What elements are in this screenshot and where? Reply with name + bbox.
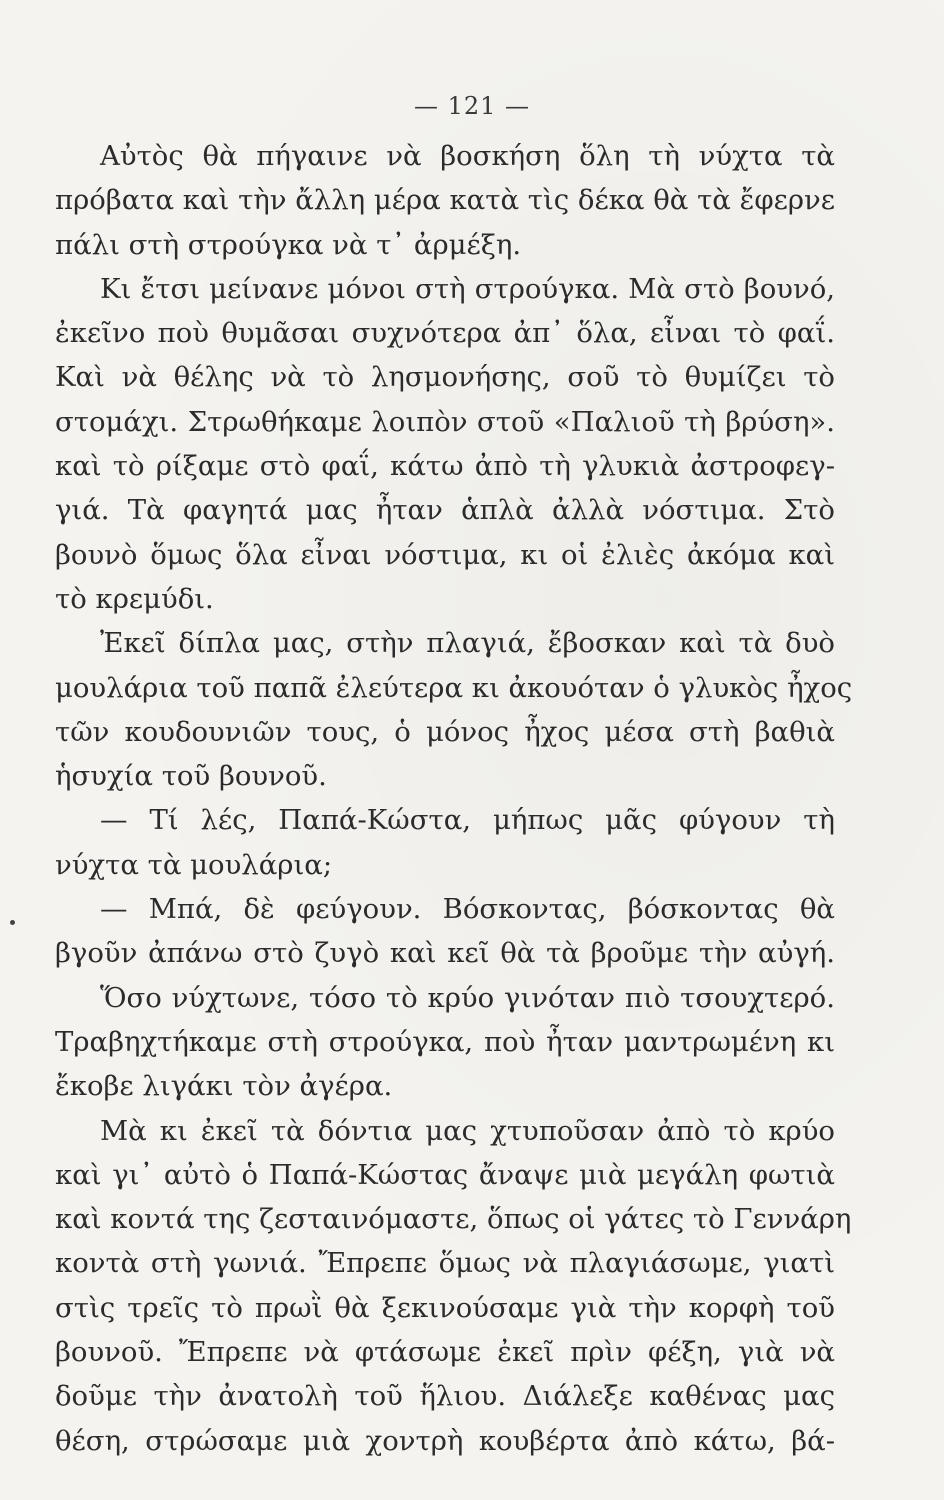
text-line: καὶ κοντά της ζεσταινόμαστε, ὅπως οἱ γάτες τὸ Γεννάρη xyxy=(55,1203,852,1236)
text-line: δοῦμε τὴν ἀνατολὴ τοῦ ἥλιου. Διάλεξε καθένας μας xyxy=(55,1380,835,1413)
text-line: Μὰ κι ἐκεῖ τὰ δόντια μας χτυποῦσαν ἀπὸ τὸ κρύο xyxy=(100,1114,835,1147)
ink-speck xyxy=(10,920,15,925)
text-line: βουνὸ ὅμως ὅλα εἶναι νόστιμα, κι οἱ ἐλιὲς ἀκόμα καὶ xyxy=(55,538,835,571)
text-line: τὸ κρεμύδι. xyxy=(55,582,214,615)
text-line: — Τί λές, Παπά-Κώστα, μήπως μᾶς φύγουν τὴ xyxy=(100,804,835,837)
body-text xyxy=(55,134,853,1463)
text-line: στὶς τρεῖς τὸ πρωῒ θὰ ξεκινούσαμε γιὰ τὴν κορφὴ τοῦ xyxy=(55,1291,835,1324)
text-line: πάλι στὴ στρούγκα νὰ τ᾿ ἀρμέξη. xyxy=(55,228,522,261)
text-line: Καὶ νὰ θέλης νὰ τὸ λησμονήσης, σοῦ τὸ θυμίζει τὸ xyxy=(55,361,835,394)
text-line: στομάχι. Στρωθήκαμε λοιπὸν στοῦ «Παλιοῦ τὴ βρύση». xyxy=(55,405,835,438)
text-line: ἔκοβε λιγάκι τὸν ἀγέρα. xyxy=(55,1070,393,1103)
page-number: — 121 — xyxy=(413,92,531,120)
text-line: Τραβηχτήκαμε στὴ στρούγκα, ποὺ ἦταν μαντρωμένη κι xyxy=(55,1025,835,1058)
text-line: πρόβατα καὶ τὴν ἄλλη μέρα κατὰ τὶς δέκα θὰ τὰ ἔφερνε xyxy=(55,184,835,217)
text-line: θέση, στρώσαμε μιὰ χοντρὴ κουβέρτα ἀπὸ κάτω, βά- xyxy=(55,1424,835,1457)
text-line: Κι ἔτσι μείνανε μόνοι στὴ στρούγκα. Μὰ στὸ βουνό, xyxy=(100,272,835,305)
text-line: — Μπά, δὲ φεύγουν. Βόσκοντας, βόσκοντας θὰ xyxy=(100,893,835,926)
text-line: Ἐκεῖ δίπλα μας, στὴν πλαγιά, ἔβοσκαν καὶ τὰ δυὸ xyxy=(100,627,835,660)
text-line: γιά. Τὰ φαγητά μας ἦταν ἁπλὰ ἀλλὰ νόστιμα. Στὸ xyxy=(55,494,835,527)
text-line: βγοῦν ἀπάνω στὸ ζυγὸ καὶ κεῖ θὰ τὰ βροῦμε τὴν αὐγή. xyxy=(55,937,835,970)
text-line: Αὐτὸς θὰ πήγαινε νὰ βοσκήση ὅλη τὴ νύχτα τὰ xyxy=(100,140,835,172)
text-line: κοντὰ στὴ γωνιά. Ἔπρεπε ὅμως νὰ πλαγιάσωμε, γιατὶ xyxy=(55,1247,835,1280)
text-line: νύχτα τὰ μουλάρια; xyxy=(55,848,333,881)
text-line: καὶ γι᾿ αὐτὸ ὁ Παπά-Κώστας ἄναψε μιὰ μεγάλη φωτιὰ xyxy=(55,1158,835,1191)
text-line: μουλάρια τοῦ παπᾶ ἐλεύτερα κι ἀκουόταν ὁ γλυκὸς ἦχος xyxy=(55,671,853,704)
text-line: καὶ τὸ ρίξαμε στὸ φαΐ, κάτω ἀπὸ τὴ γλυκιὰ ἀστροφεγ- xyxy=(55,450,835,483)
text-line: βουνοῦ. Ἔπρεπε νὰ φτάσωμε ἐκεῖ πρὶν φέξη, γιὰ νὰ xyxy=(55,1336,835,1369)
text-line: τῶν κουδουνιῶν τους, ὁ μόνος ἦχος μέσα στὴ βαθιὰ xyxy=(55,715,835,748)
text-line: Ὅσο νύχτωνε, τόσο τὸ κρύο γινόταν πιὸ τσουχτερό. xyxy=(100,981,835,1014)
text-line: ἐκεῖνο ποὺ θυμᾶσαι συχνότερα ἀπ᾿ ὅλα, εἶναι τὸ φαΐ. xyxy=(55,317,835,350)
text-line: ἡσυχία τοῦ βουνοῦ. xyxy=(55,760,327,793)
